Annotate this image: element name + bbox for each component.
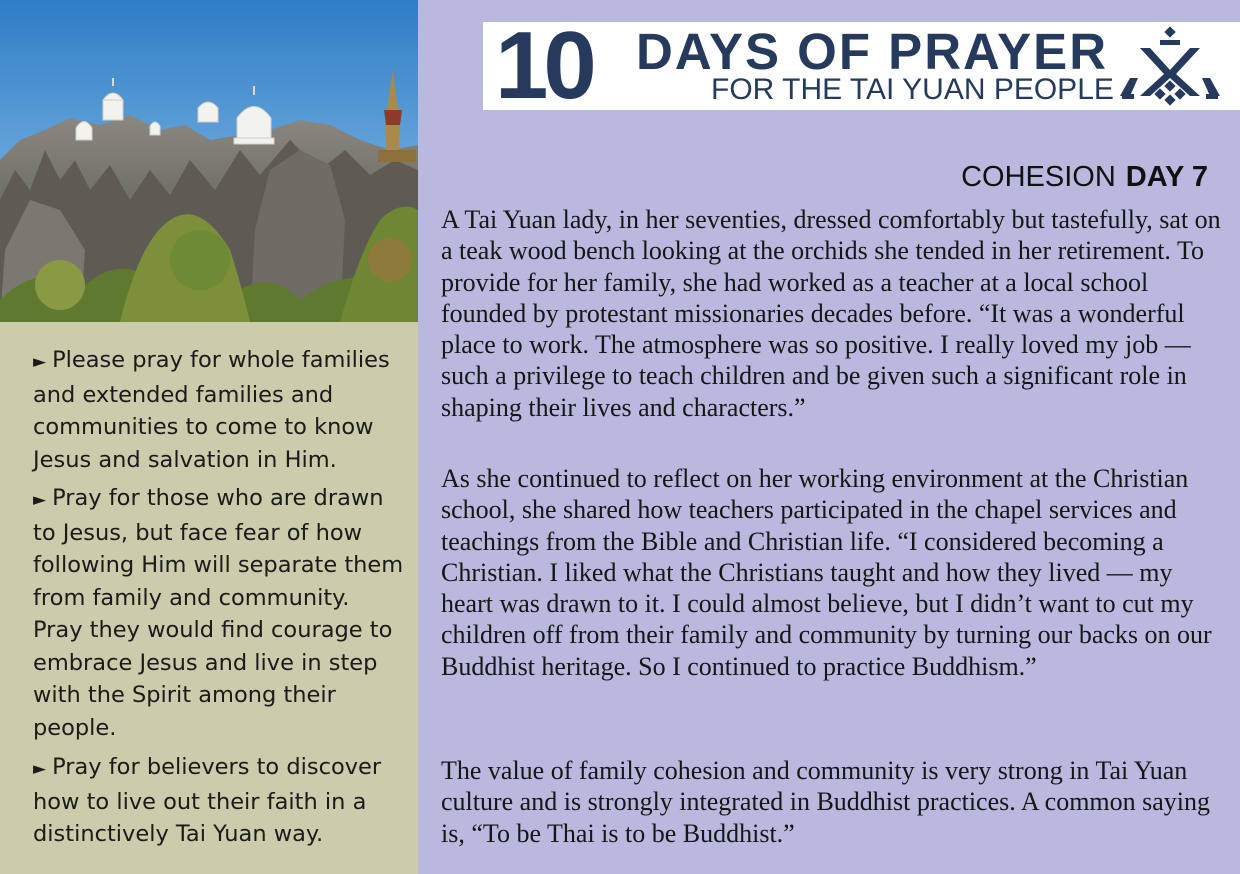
prayer-text: Please pray for whole families and extended families and communities to come to know Jesus and salvation in Him. (33, 347, 390, 473)
prayer-point (33, 482, 405, 744)
tai-yuan-emblem-icon (1120, 26, 1220, 106)
day-heading (961, 159, 1208, 195)
banner-subtitle: FOR THE TAI YUAN PEOPLE (711, 73, 1114, 106)
story-paragraph: The value of family cohesion and community is very strong in Tai Yuan culture and is strongly integrated in Buddhist practices. A common saying is, “To be Thai is to be Buddhist.” (441, 756, 1211, 848)
prayer-text: Pray for believers to discover how to live out their faith in a distinctively Tai Yuan way. (33, 754, 382, 847)
story-paragraph: As she continued to reflect on her working environment at the Christian school, she shared how teachers participated in the chapel services and teachings from the Bible and Christian life. “I considered becoming a Christian. I liked what the Christians taught and how they lived — my heart was drawn to it. I could almost believe, but I didn’t want to cut my children off from their family and community by turning our backs on our Buddhist heritage. So I continued to practice Buddhism.” (441, 464, 1212, 681)
prayer-point (33, 344, 405, 476)
banner-title: DAYS OF PRAYER (636, 23, 1109, 80)
arrow-bullet-icon: ► (33, 490, 47, 510)
mountain-temples-photo (0, 0, 418, 322)
prayer-text: Pray for those who are drawn to Jesus, but face fear of how following Him will separate them from family and community. Pray they would find courage to embrace Jesus and live in step with the Spirit among their people. (33, 485, 404, 741)
day-label: DAY 7 (1125, 161, 1208, 193)
arrow-bullet-icon: ► (33, 759, 47, 779)
arrow-bullet-icon: ► (33, 352, 47, 372)
prayer-point (33, 751, 405, 851)
topic-label: COHESION (961, 161, 1116, 193)
banner-number: 10 (495, 12, 592, 119)
story-paragraph: A Tai Yuan lady, in her seventies, dressed comfortably but tastefully, sat on a teak wood bench looking at the orchids she tended in her retirement. To provide for her family, she had worked as a teacher at a local school founded by protestant missionaries decades before. “It was a wonderful place to work. The atmosphere was so positive. I really loved my job — such a privilege to teach children and be given such a significant role in shaping their lives and characters.” (441, 205, 1221, 422)
title-banner (483, 12, 1240, 119)
